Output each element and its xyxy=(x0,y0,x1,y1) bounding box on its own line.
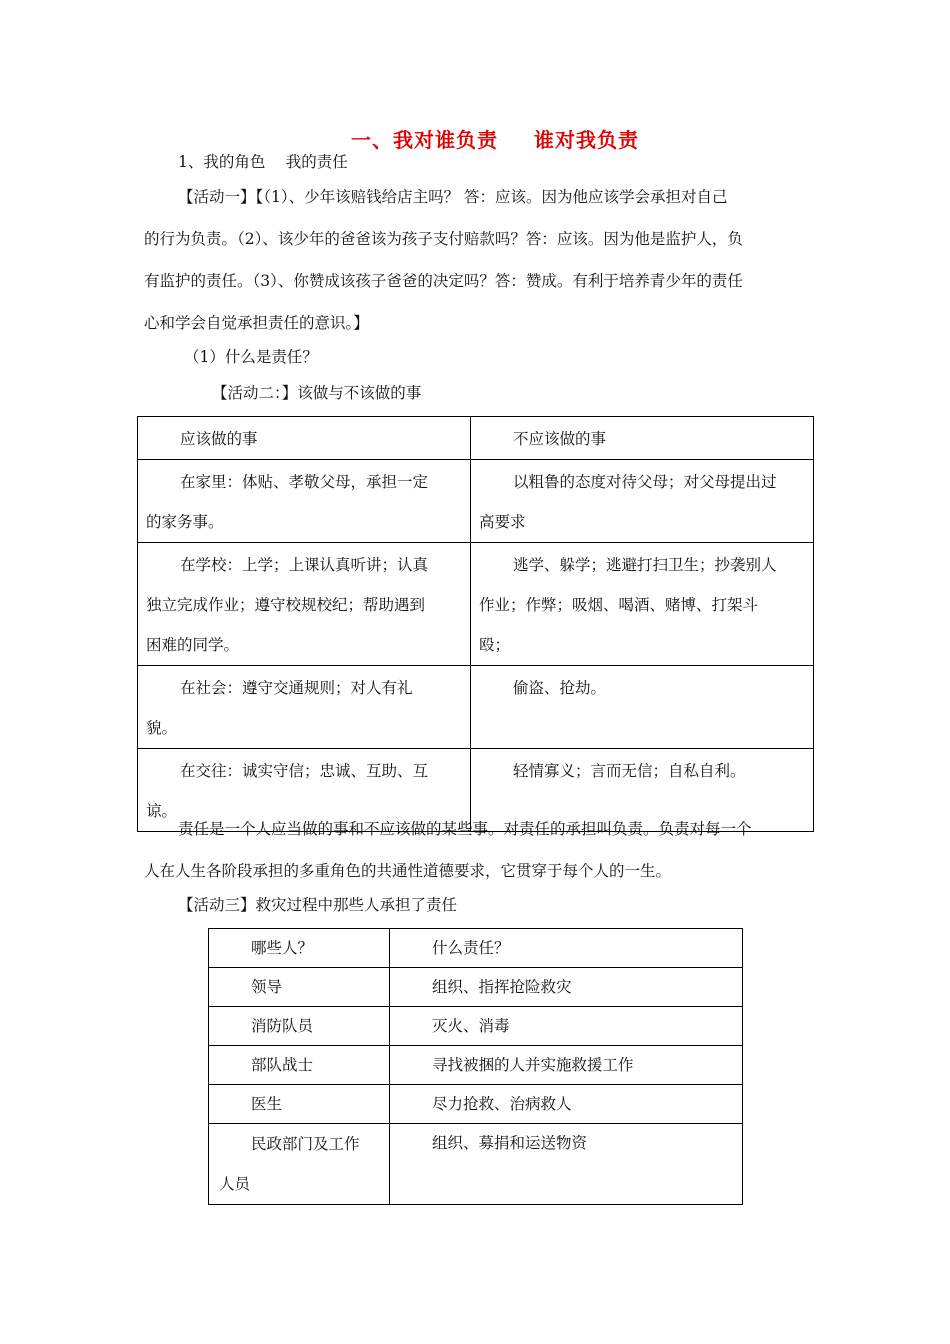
table-cell: 灭火、消毒 xyxy=(390,1007,743,1046)
activity1-line-1: 【活动一】【（1）、少年该赔钱给店主吗？ 答：应该。因为他应该学会承担对自己 xyxy=(178,188,728,206)
table-cell: 寻找被捆的人并实施救援工作 xyxy=(390,1046,743,1085)
table-cell: 组织、指挥抢险救灾 xyxy=(390,968,743,1007)
activity2-heading: 【活动二：】该做与不该做的事 xyxy=(212,384,422,402)
should-do-table xyxy=(137,416,814,832)
header-cell: 应该做的事 xyxy=(138,417,471,460)
table-cell: 领导 xyxy=(209,968,390,1007)
activity1-line-2: 的行为负责。（2）、该少年的爸爸该为孩子支付赔款吗？答：应该。因为他是监护人，负 xyxy=(144,230,743,248)
table-cell: 在交往：诚实守信；忠诚、互助、互 谅。 xyxy=(138,749,471,832)
table-cell: 逃学、躲学；逃避打扫卫生；抄袭别人 作业；作弊；吸烟、喝酒、赌博、打架斗 殴； xyxy=(471,543,814,666)
table-header-row xyxy=(138,417,814,460)
activity3-heading: 【活动三】救灾过程中那些人承担了责任 xyxy=(178,896,458,914)
header-cell: 什么责任？ xyxy=(390,929,743,968)
definition-line-2: 人在人生各阶段承担的多重角色的共通性道德要求，它贯穿于每个人的一生。 xyxy=(144,862,672,880)
table-cell: 组织、募捐和运送物资 xyxy=(390,1124,743,1205)
section-heading: 1、我的角色 我的责任 xyxy=(178,153,348,171)
table-row xyxy=(209,1085,743,1124)
table-cell: 消防队员 xyxy=(209,1007,390,1046)
table-cell: 偷盗、抢劫。 xyxy=(471,666,814,749)
table-cell: 轻情寡义；言而无信；自私自利。 xyxy=(471,749,814,832)
question-what-is-responsibility: （1）什么是责任？ xyxy=(184,348,318,366)
table-row xyxy=(138,666,814,749)
table-row xyxy=(138,460,814,543)
table-cell: 部队战士 xyxy=(209,1046,390,1085)
table-cell: 尽力抢救、治病救人 xyxy=(390,1085,743,1124)
table-row xyxy=(138,543,814,666)
activity1-line-3: 有监护的责任。（3）、你赞成该孩子爸爸的决定吗？答：赞成。有利于培养青少年的责任 xyxy=(144,272,743,290)
table-cell: 医生 xyxy=(209,1085,390,1124)
header-cell: 不应该做的事 xyxy=(471,417,814,460)
page-title xyxy=(0,124,950,153)
activity1-line-4: 心和学会自觉承担责任的意识。】 xyxy=(144,314,369,332)
title-part-1: 一、我对谁负责 xyxy=(351,128,498,152)
table-row xyxy=(209,1046,743,1085)
header-cell: 哪些人？ xyxy=(209,929,390,968)
table-cell: 在家里：体贴、孝敬父母，承担一定 的家务事。 xyxy=(138,460,471,543)
table-cell: 在社会：遵守交通规则；对人有礼 貌。 xyxy=(138,666,471,749)
table-header-row xyxy=(209,929,743,968)
table-row xyxy=(209,1007,743,1046)
rescue-table xyxy=(208,928,743,1205)
table-cell: 民政部门及工作 人员 xyxy=(209,1124,390,1205)
title-part-2: 谁对我负责 xyxy=(534,128,639,152)
table-row xyxy=(209,968,743,1007)
definition-line-1: 责任是一个人应当做的事和不应该做的某些事。对责任的承担叫负责。负责对每一个 xyxy=(178,820,752,838)
table-row xyxy=(209,1124,743,1205)
table-cell: 在学校：上学；上课认真听讲；认真 独立完成作业；遵守校规校纪；帮助遇到 困难的同学。 xyxy=(138,543,471,666)
table-cell: 以粗鲁的态度对待父母；对父母提出过 高要求 xyxy=(471,460,814,543)
